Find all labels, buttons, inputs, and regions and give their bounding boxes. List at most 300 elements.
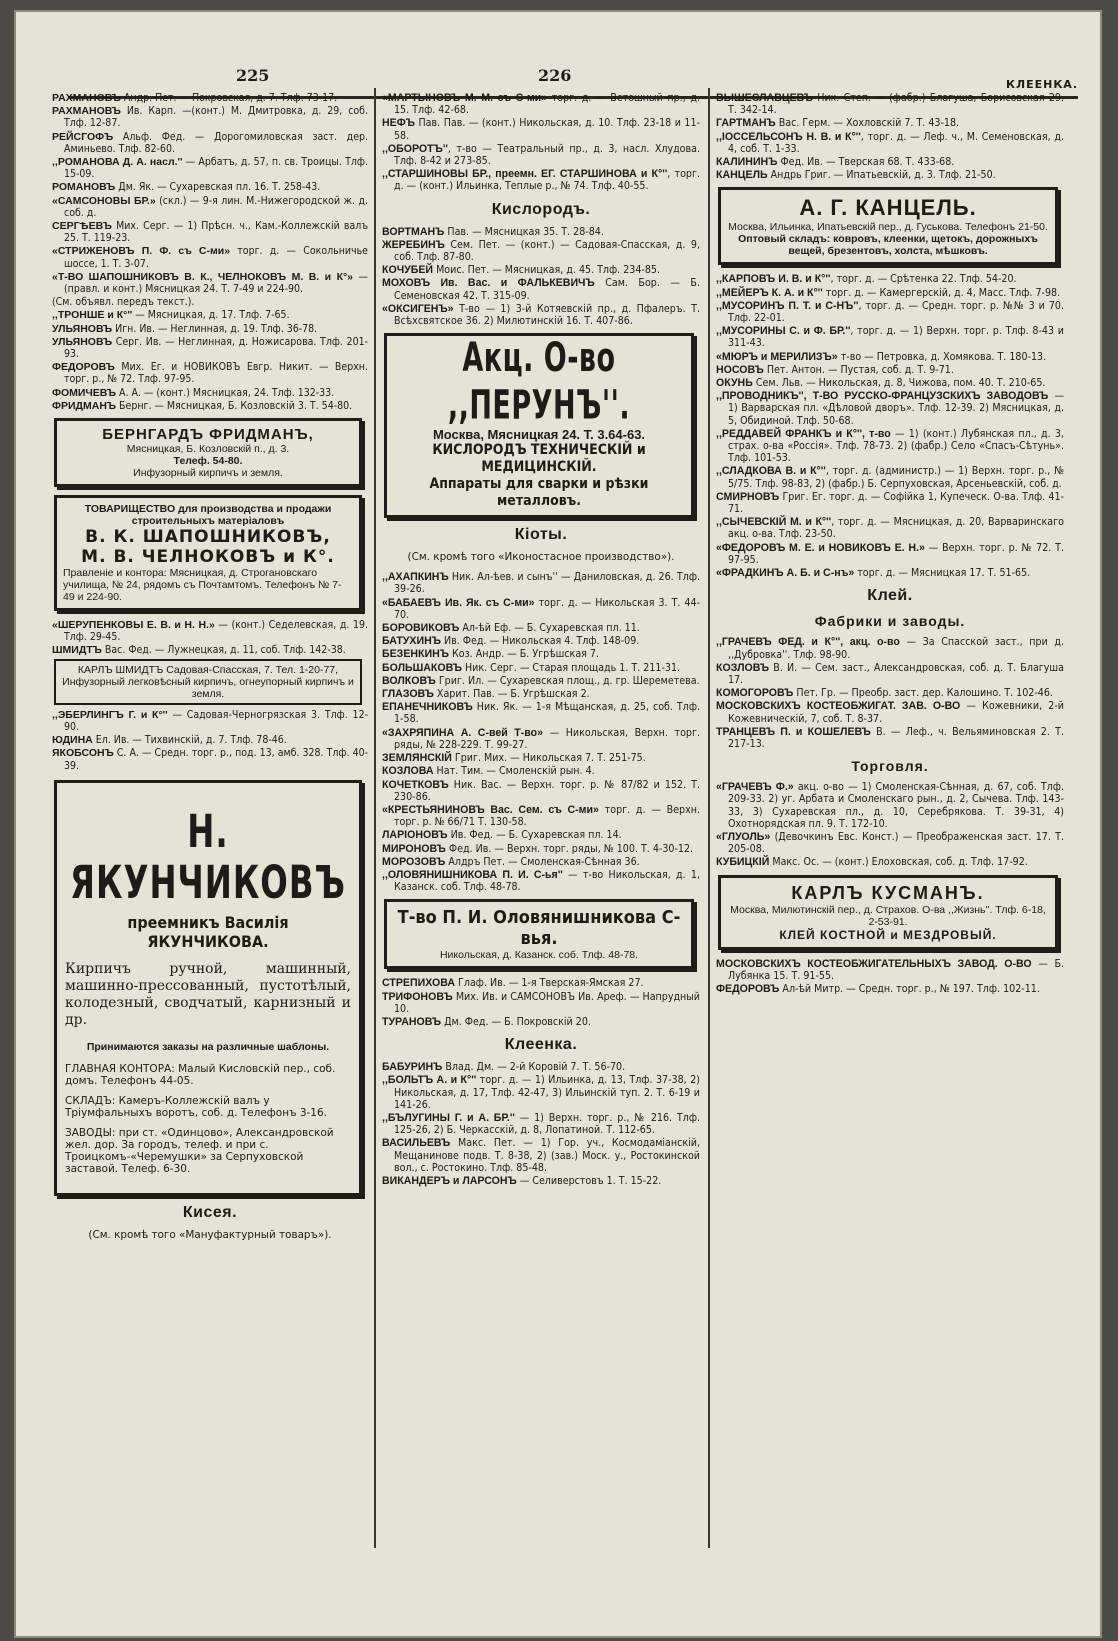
entry-details: Серг. Ив. — Неглинная, д. Ножисарова. Тлф. 201-93. bbox=[64, 335, 368, 361]
directory-list bbox=[716, 636, 1064, 750]
directory-list bbox=[716, 958, 1064, 996]
directory-entry bbox=[716, 351, 1064, 363]
directory-entry bbox=[52, 296, 368, 308]
entry-name: «ШЕРУПЕНКОВЫ Е. В. и Н. Н.» bbox=[52, 619, 215, 632]
entry-name: «ЗАХРЯПИНА А. С-вей Т-во» bbox=[382, 726, 544, 739]
entry-details: В. — Леф., ч. Вельяминовская 2. Т. 217-13. bbox=[728, 725, 1064, 750]
ad-title: Н. ЯКУНЧИКОВЪ bbox=[70, 806, 346, 909]
directory-entry bbox=[716, 169, 1064, 181]
directory-entry bbox=[716, 131, 1064, 155]
column-2 bbox=[382, 92, 700, 1552]
entry-details: (См. объявл. передъ текст.). bbox=[52, 296, 195, 309]
directory-list bbox=[382, 571, 700, 893]
ad-orders: Принимаются заказы на различные шаблоны. bbox=[86, 1040, 330, 1053]
entry-name: СМИРНОВЪ bbox=[716, 490, 780, 503]
directory-entry bbox=[716, 983, 1064, 995]
entry-name: ВОРТМАНЪ bbox=[382, 225, 445, 238]
entry-details: торг. д. — Никольская 3. Т. 44-70. bbox=[394, 596, 700, 621]
entry-name: ГЛАЗОВЪ bbox=[382, 688, 434, 701]
directory-entry bbox=[716, 300, 1064, 324]
directory-entry bbox=[52, 92, 368, 104]
directory-entry bbox=[382, 1074, 700, 1111]
entry-details: Ив. Фед. — Никольская 4. Тлф. 148-09. bbox=[440, 635, 640, 648]
entry-details: , торг. д. — Мясницкая, д. 20, Варваринскаго акц. о-ва. Тлф. 23-50. bbox=[728, 516, 1064, 541]
ad-title: В. К. ШАПОШНИКОВЪ, bbox=[85, 527, 331, 548]
entry-name: СЕРГѢЕВЪ bbox=[52, 220, 112, 233]
directory-entry bbox=[382, 869, 700, 893]
directory-entry bbox=[52, 181, 368, 193]
entry-name: БОРОВИКОВЪ bbox=[382, 622, 460, 635]
entry-details: Пав. — Мясницкая 35. Т. 28-84. bbox=[444, 225, 604, 238]
directory-entry bbox=[382, 303, 700, 327]
entry-details: Фед. Ив. — Тверская 68. Т. 433-68. bbox=[777, 156, 955, 169]
entry-details: Пав. Пав. — (конт.) Никольская, д. 10. Тлф. 23-18 и 11-58. bbox=[394, 117, 700, 142]
directory-entry bbox=[716, 273, 1064, 285]
entry-details: Дм. Як. — Сухаревская пл. 16. Т. 258-43. bbox=[115, 181, 321, 194]
directory-entry bbox=[382, 648, 700, 660]
entry-name: ВОЛКОВЪ bbox=[382, 674, 436, 687]
column-3 bbox=[716, 92, 1064, 1552]
directory-entry bbox=[382, 277, 700, 301]
directory-list bbox=[52, 709, 368, 772]
ad-kusman bbox=[718, 875, 1058, 950]
entry-name: ФОМИЧЕВЪ bbox=[52, 386, 116, 399]
entry-name: МОРОЗОВЪ bbox=[382, 855, 446, 868]
entry-name: «КРЕСТЬЯНИНОВЪ Вас. Сем. съ С-ми» bbox=[382, 803, 599, 816]
entry-name: КУБИЦКІЙ bbox=[716, 856, 770, 869]
section-note: (См. кромѣ того «Мануфактурный товаръ»). bbox=[88, 1228, 332, 1241]
entry-details: Ив. Карп. —(конт.) М. Дмитровка, д. 29, соб. Тлф. 12-87. bbox=[64, 105, 368, 130]
entry-name: «Т-ВО ШАПОШНИКОВЪ В. К., ЧЕЛНОКОВЪ М. В. и К°» bbox=[52, 270, 354, 283]
entry-name: КОМОГОРОВЪ bbox=[716, 687, 794, 700]
directory-list bbox=[716, 781, 1064, 868]
entry-details: Т-во — 1) 3-й Котяевскій пр., д. Пфалеръ. Т. Всѣхсвятское 36. 2) Милютинскій 16. Т. 407-86. bbox=[394, 302, 700, 328]
directory-entry bbox=[52, 323, 368, 335]
directory-entry bbox=[382, 779, 700, 803]
entry-name: ГАРТМАНЪ bbox=[716, 117, 776, 130]
entry-name: КОЗЛОВЪ bbox=[716, 661, 770, 674]
directory-list bbox=[382, 226, 700, 328]
left-page-number: 225 bbox=[236, 66, 270, 85]
entry-details: Ал-ѣй Еф. — Б. Сухаревская пл. 11. bbox=[459, 622, 640, 635]
entry-details: — 1) Варварская пл. «Дѣловой дворъ». Тлф. 12-39. 2) Мясницкая, д. 5, Обидиной. Тлф. 50-68. bbox=[728, 390, 1064, 427]
entry-name: ,,СТАРШИНОВЫ БР., преемн. ЕГ. СТАРШИНОВА и К°'' bbox=[382, 168, 668, 181]
directory-entry bbox=[716, 377, 1064, 389]
entry-name: ТРАНЦЕВЪ П. и КОШЕЛЕВЪ bbox=[716, 725, 871, 738]
directory-entry bbox=[716, 117, 1064, 129]
entry-details: Сем. Льв. — Никольская, д. 8, Чижова, пом. 40. Т. 210-65. bbox=[752, 377, 1046, 390]
entry-name: БАТУХИНЪ bbox=[382, 635, 441, 648]
entry-name: КАНЦЕЛЬ bbox=[716, 169, 768, 182]
entry-details: (скл.) — 9-я лин. М.-Нижегородской ж. д. соб. д. bbox=[64, 194, 368, 219]
entry-name: ЯКОБСОНЪ bbox=[52, 747, 114, 760]
directory-entry bbox=[382, 804, 700, 828]
column-rule bbox=[708, 88, 710, 1548]
section-heading-kleenka: Клеенка. bbox=[504, 1036, 578, 1054]
directory-entry bbox=[382, 1061, 700, 1073]
directory-entry bbox=[716, 491, 1064, 515]
directory-entry bbox=[382, 688, 700, 700]
entry-details: торг. д. — Верхн. торг. р. № 66/71 Т. 130-58. bbox=[394, 803, 700, 829]
directory-entry bbox=[716, 831, 1064, 855]
entry-details: С. А. — Средн. торг. р., под. 13, амб. 328. Тлф. 40-39. bbox=[64, 747, 368, 772]
entry-details: Ник. Серг. — Старая площадь 1. Т. 211-31. bbox=[461, 661, 681, 674]
directory-list bbox=[382, 977, 700, 1028]
directory-entry bbox=[382, 571, 700, 595]
entry-details: — Селиверстовъ 1. Т. 15-22. bbox=[516, 1174, 662, 1187]
directory-entry bbox=[382, 701, 700, 725]
section-subheading-torgovlya: Торговля. bbox=[851, 758, 929, 775]
entry-details: Ник. Як. — 1-я Мѣщанская, д. 25, соб. Тлф. 1-58. bbox=[394, 701, 700, 726]
running-head: КЛЕЕНКА. bbox=[1005, 78, 1078, 91]
ad-phone: Телеф. 54-80. bbox=[173, 455, 243, 468]
entry-details: Григ. Ег. торг. д. — Софійка 1, Купеческ. О-ва. Тлф. 41-71. bbox=[728, 490, 1064, 516]
ad-subtitle: преемникъ Василія ЯКУНЧИКОВА. bbox=[127, 912, 289, 951]
entry-details: — Арбатъ, д. 57, п. св. Троицы. Тлф. 15-09. bbox=[64, 156, 368, 181]
directory-entry bbox=[716, 662, 1064, 686]
directory-entry bbox=[716, 567, 1064, 579]
directory-entry bbox=[382, 991, 700, 1015]
entry-name: ЛАРІОНОВЪ bbox=[382, 829, 448, 842]
entry-name: ,,АХАПКИНЪ bbox=[382, 571, 449, 584]
entry-details: Ник. Ал-ѣев. и сынъ'' — Даниловская, д. 26. Тлф. 39-26. bbox=[394, 571, 700, 596]
entry-name: «МАРТЫНОВЪ М. М. съ С-ми» bbox=[382, 92, 548, 104]
ad-title: Акц. О-во ,,ПЕРУНЪ''. bbox=[447, 335, 631, 430]
ad-address: Никольская, д. Казанск. соб. Тлф. 48-78. bbox=[439, 949, 639, 962]
ad-title: БЕРНГАРДЪ ФРИДМАНЪ, bbox=[102, 426, 314, 444]
entry-details: — Никольская, Верхн. торг. ряды, № 228-229. Т. 99-27. bbox=[394, 726, 700, 751]
entry-name: РОМАНОВЪ bbox=[52, 181, 116, 194]
section-heading-kiseya: Кисея. bbox=[182, 1203, 238, 1221]
ad-olovyanishnikov bbox=[384, 899, 694, 969]
entry-name: ,,ПРОВОДНИКЪ'', Т-ВО РУССКО-ФРАНЦУЗСКИХЪ ЗАВОДОВЪ bbox=[716, 390, 1049, 403]
entry-name: ,,ОБОРОТЪ'' bbox=[382, 142, 448, 155]
entry-name: ЗЕМЛЯНСКІЙ bbox=[382, 752, 452, 765]
entry-name: ,,ТРОНШЕ и К°'' bbox=[52, 309, 133, 322]
ad-plants: ЗАВОДЫ: при ст. «Одинцово», Александровской жел. дор. За городъ, телеф. и при с. Троицкомъ-«Черемушки» за Серпуховской заставой. Телеф. 6-30. bbox=[65, 1126, 334, 1175]
directory-entry bbox=[716, 542, 1064, 566]
ad-stock: СКЛАДЪ: Камеръ-Коллежскій валъ у Тріумфальныхъ воротъ, соб. д. Телефонъ 3-16. bbox=[65, 1094, 327, 1119]
entry-details: торг. д. — Камергерскій, д. 4, Масс. Тлф. 7-98. bbox=[822, 286, 1061, 299]
ad-address: Москва, Милютинскій пер., д. Страхов. О-ва ,,Жизнь''. Тлф. 6-18, 2-53-91. bbox=[730, 903, 1046, 928]
entry-details: Нат. Тим. — Смоленскій рын. 4. bbox=[433, 765, 595, 778]
entry-name: ЕПАНЕЧНИКОВЪ bbox=[382, 701, 473, 714]
entry-details: Григ. Ил. — Сухаревская площ., д. гр. Шереметева. bbox=[435, 674, 700, 687]
entry-name: «ФРАДКИНЪ А. Б. и С-нъ» bbox=[716, 567, 855, 580]
ad-office: ГЛАВНАЯ КОНТОРА: Малый Кисловскій пер., соб. домъ. Телефонъ 44-05. bbox=[65, 1062, 336, 1087]
entry-details: Ив. Фед. — Б. Сухаревская пл. 14. bbox=[447, 829, 622, 842]
entry-details: , торг. д. (администр.) — 1) Верхн. торг. р., № 5/75. Тлф. 98-83, 2) (фабр.) Б. Серпуховская, Арсеньевскій, соб. д. bbox=[728, 465, 1064, 490]
entry-name: ,,БЪЛУГИНЫ Г. и А. БР.'' bbox=[382, 1111, 515, 1124]
entry-name: ЖЕРЕБИНЪ bbox=[382, 238, 445, 251]
ad-perun bbox=[384, 333, 694, 518]
directory-entry bbox=[716, 781, 1064, 830]
directory-entry bbox=[382, 622, 700, 634]
ad-address: Москва, Мясницкая 24. Т. 3.64-63. bbox=[432, 427, 646, 443]
directory-entry bbox=[716, 726, 1064, 750]
entry-name: ,,ОЛОВЯНИШНИКОВА П. И. С-ья'' bbox=[382, 868, 563, 881]
ad-tagline-2: Аппараты для сварки и рѣзки металловъ. bbox=[429, 476, 649, 510]
directory-entry bbox=[52, 709, 368, 733]
entry-details: — (правл. и конт.) Мясницкая 24. Т. 7-49 и 224-90. bbox=[64, 270, 368, 296]
entry-name: ,,МУСОРИНЫ С. и Ф. БР.'' bbox=[716, 325, 851, 338]
directory-list bbox=[716, 92, 1064, 181]
directory-entry bbox=[716, 700, 1064, 724]
directory-entry bbox=[716, 287, 1064, 299]
directory-list bbox=[382, 1061, 700, 1187]
directory-entry bbox=[382, 843, 700, 855]
entry-details: Фед. Ив. — Верхн. торг. ряды, № 100. Т. 4-30-12. bbox=[445, 842, 694, 855]
entry-name: ,,РЕДДАВЕЙ ФРАНКЪ и К°'', т-во bbox=[716, 427, 891, 440]
ad-text: КАРЛЪ ШМИДТЪ Садовая-Спасская, 7. Тел. 1-20-77, Инфузорный легковѣсный кирпичъ, огнеупорный кирпичъ и земля. bbox=[62, 663, 354, 700]
entry-details: В. И. — Сем. заст., Александровская, соб. д. Т. Благуша 17. bbox=[728, 661, 1064, 686]
entry-name: ВЫШЕСЛАВЦЕВЪ bbox=[716, 92, 813, 104]
entry-name: ,,ЭБЕРЛИНГЪ Г. и К°'' bbox=[52, 708, 168, 721]
entry-details: , торг. д. — Средн. торг. р. №№ 3 и 70. Тлф. 22-01. bbox=[728, 299, 1064, 325]
entry-details: Игн. Ив. — Неглинная, д. 19. Тлф. 36-78. bbox=[112, 322, 318, 335]
entry-name: ,,МЕЙЕРЪ К. А. и К°'' bbox=[716, 286, 823, 299]
directory-entry bbox=[52, 220, 368, 244]
ad-kancel bbox=[718, 187, 1058, 265]
entry-details: т-во — Петровка, д. Хомякова. Т. 180-13. bbox=[837, 350, 1047, 363]
directory-entry bbox=[382, 226, 700, 238]
entry-name: КОЗЛОВА bbox=[382, 765, 434, 778]
entry-name: РАХМАНОВЪ bbox=[52, 105, 121, 118]
directory-entry bbox=[716, 364, 1064, 376]
entry-name: «ГРАЧЕВЪ Ф.» bbox=[716, 781, 794, 794]
entry-name: КОЧЕТКОВЪ bbox=[382, 778, 449, 791]
entry-details: (Девочкинъ Евс. Конст.) — Преображенская заст. 17. Т. 205-08. bbox=[728, 830, 1064, 856]
entry-name: ,,БОЛЬТЪ А. и К°'' bbox=[382, 1074, 477, 1087]
entry-details: торг. д. — Сокольничье шоссе, 1. Т. 3-07. bbox=[64, 245, 368, 270]
entry-name: БАБУРИНЪ bbox=[382, 1061, 443, 1074]
entry-details: Вас. Герм. — Хохловскій 7. Т. 43-18. bbox=[775, 117, 960, 130]
section-heading-klei: Клей. bbox=[867, 587, 913, 605]
ad-products: Оптовый складъ: ковровъ, клеенки, щетокъ, дорожныхъ вещей, брезентовъ, холста, мѣшковъ. bbox=[738, 233, 1038, 258]
entry-name: ,,СЫЧЕВСКІЙ М. и К°'' bbox=[716, 516, 832, 529]
entry-details: Андрь Григ. — Ипатьевскій, д. 3. Тлф. 21-50. bbox=[767, 169, 996, 182]
ad-title-2: М. В. ЧЕЛНОКОВЪ и К°. bbox=[81, 547, 335, 568]
directory-entry bbox=[382, 977, 700, 989]
entry-details: Влад. Дм. — 2-й Коровій 7. Т. 56-70. bbox=[442, 1061, 626, 1074]
entry-name: ОКУНЬ bbox=[716, 377, 753, 390]
entry-name: ФЕДОРОВЪ bbox=[716, 982, 780, 995]
entry-details: Коз. Андр. — Б. Угрѣшская 7. bbox=[448, 648, 599, 661]
entry-name: «МЮРЪ и МЕРИЛИЗЪ» bbox=[716, 350, 838, 363]
entry-details: Дм. Фед. — Б. Покровскій 20. bbox=[441, 1015, 591, 1028]
directory-entry bbox=[52, 195, 368, 219]
entry-name: РАХМАНОВЪ bbox=[52, 92, 121, 104]
entry-name: БЕЗЕНКИНЪ bbox=[382, 648, 449, 661]
entry-name: НЕФЪ bbox=[382, 117, 415, 130]
entry-name: ЮДИНА bbox=[52, 734, 93, 747]
directory-entry bbox=[382, 727, 700, 751]
directory-entry bbox=[382, 92, 700, 116]
entry-name: МИРОНОВЪ bbox=[382, 842, 446, 855]
entry-details: , т-во — Театральный пр., д. 3, насл. Хлудова. Тлф. 8-42 и 273-85. bbox=[394, 142, 700, 168]
entry-details: Вас. Фед. — Лужнецкая, д. 11, соб. Тлф. 142-38. bbox=[101, 644, 346, 657]
entry-name: ФЕДОРОВЪ bbox=[52, 361, 115, 374]
directory-entry bbox=[382, 675, 700, 687]
entry-details: — т-во Никольская, д. 1, Казанск. соб. Тлф. 48-78. bbox=[394, 868, 700, 894]
entry-details: — Садовая-Черногрязская 3. Тлф. 12-90. bbox=[64, 708, 368, 733]
directory-entry bbox=[382, 1175, 700, 1187]
entry-name: «САМСОНОВЫ БР.» bbox=[52, 194, 156, 207]
entry-details: Ал-ѣй Митр. — Средн. торг. р., № 197. Тлф. 102-11. bbox=[779, 982, 1040, 995]
ad-address: Мясницкая, Б. Козловскій п., д. 3. bbox=[126, 443, 290, 456]
entry-details: Ник. Степ. — (фабр.) Благуша, Борисовская 29. Т. 342-14. bbox=[728, 92, 1064, 117]
entry-details: Ник. Вас. — Верхн. торг. р. № 87/82 и 152. Т. 230-86. bbox=[394, 778, 700, 803]
directory-list bbox=[52, 619, 368, 657]
entry-details: Мих. Ив. и САМСОНОВЪ Ив. Ареф. — Напрудный 10. bbox=[394, 990, 700, 1015]
directory-entry bbox=[382, 143, 700, 167]
ad-shaposhnikov bbox=[54, 495, 362, 611]
directory-entry bbox=[716, 428, 1064, 465]
entry-details: Альф. Фед. — Дорогомиловская заст. дер. Аминьево. Тлф. 82-60. bbox=[64, 130, 368, 155]
entry-details: торг. д. — Ветошный пр., д. 15. Тлф. 42-68. bbox=[394, 92, 700, 117]
ad-fridman bbox=[54, 418, 362, 487]
entry-name: «СТРИЖЕНОВЪ П. Ф. съ С-ми» bbox=[52, 245, 231, 258]
directory-entry bbox=[52, 734, 368, 746]
section-subheading-fabriki: Фабрики и заводы. bbox=[814, 613, 966, 630]
entry-details: — 1) Верхн. торг. р., № 216. Тлф. 125-26, 2) Б. Черкасскій, д. 8, Лопатиной. Т. 112-65. bbox=[394, 1111, 700, 1137]
ad-products: Инфузорный кирпичъ и земля. bbox=[133, 467, 283, 480]
directory-list bbox=[716, 273, 1064, 579]
directory-entry bbox=[52, 361, 368, 385]
entry-details: — За Спасской заст., при д. ,,Дубровка''. Тлф. 98-90. bbox=[728, 636, 1064, 661]
entry-details: Мих. Серг. — 1) Прѣсн. ч., Кам.-Коллежскій валъ 25. Т. 119-23. bbox=[64, 220, 368, 245]
entry-name: МОСКОВСКИХЪ КОСТЕОБЖИГАТЕЛЬНЫХЪ ЗАВОД. О-ВО bbox=[716, 957, 1032, 970]
directory-list bbox=[382, 92, 700, 193]
entry-details: Сем. Пет. — (конт.) — Садовая-Спасская, д. 9, соб. Тлф. 87-80. bbox=[394, 238, 700, 264]
entry-name: КАЛИНИНЪ bbox=[716, 156, 778, 169]
directory-entry bbox=[382, 829, 700, 841]
directory-entry bbox=[382, 1016, 700, 1028]
directory-entry bbox=[52, 400, 368, 412]
entry-details: Андр. Пет. — Покровская, д. 7. Тлф. 73-17. bbox=[120, 92, 338, 104]
entry-details: Макс. Ос. — (конт.) Елоховская, соб. д. Тлф. 17-92. bbox=[769, 856, 1028, 869]
ad-products: КЛЕЙ КОСТНОЙ и МЕЗДРОВЫЙ. bbox=[779, 927, 997, 942]
entry-details: Мих. Ег. и НОВИКОВЪ Евгр. Никит. — Верхн. торг. р., № 72. Тлф. 97-95. bbox=[64, 361, 368, 386]
entry-name: ФРИДМАНЪ bbox=[52, 399, 117, 412]
entry-name: «ГЛУОЛЬ» bbox=[716, 830, 771, 843]
entry-details: — Б. Лубянка 15. Т. 91-55. bbox=[728, 957, 1064, 982]
entry-name: МОСКОВСКИХЪ КОСТЕОБЖИГАТ. ЗАВ. О-ВО bbox=[716, 700, 961, 713]
directory-entry bbox=[52, 156, 368, 180]
entry-details: — Мясницкая, д. 17. Тлф. 7-65. bbox=[132, 309, 290, 322]
directory-entry bbox=[716, 958, 1064, 982]
directory-entry bbox=[382, 752, 700, 764]
ad-address: Правленіе и контора: Мясницкая, д. Строгановскаго училища, № 24, рядомъ съ Почтамтомъ. Телефонъ № 7-49 и 224-90. bbox=[63, 567, 342, 604]
directory-entry bbox=[382, 765, 700, 777]
entry-name: ,,КАРПОВЪ И. В. и К°'' bbox=[716, 273, 831, 286]
entry-details: Пет. Гр. — Преобр. заст. дер. Калошино. Т. 102-46. bbox=[793, 687, 1053, 700]
entry-name: «ОКСИГЕНЪ» bbox=[382, 302, 454, 315]
ad-tagline: КИСЛОРОДЪ ТЕХНИЧЕСКІЙ и МЕДИЦИНСКІЙ. bbox=[432, 442, 646, 476]
entry-name: ШМИДТЪ bbox=[52, 644, 102, 657]
entry-details: торг. д. — Мясницкая 17. Т. 51-65. bbox=[854, 567, 1031, 580]
directory-entry bbox=[716, 325, 1064, 349]
entry-details: , торг. д. — 1) Верхн. торг. р. Тлф. 8-43 и 311-43. bbox=[728, 325, 1064, 350]
directory-entry bbox=[382, 662, 700, 674]
right-page-number: 226 bbox=[538, 66, 572, 85]
ad-body: Кирпичъ ручной, машинный, машинно-прессованный, пустотѣлый, колодезный, сводчатый, карнизный и др. bbox=[65, 960, 351, 1028]
entry-name: ,,РОМАНОВА Д. А. насл.'' bbox=[52, 156, 183, 169]
entry-details: акц. о-во — 1) Смоленская-Сѣнная, д. 67, соб. Тлф. 209-33. 2) уг. Арбата и Смоленскаго рын., д. 2, Сычева. Тлф. 143-33, 3) Сухаревская пл., д. 10, Серебрякова. Т. 39-31, 4) Охотнорядская пл. 9. Т. 172-10. bbox=[728, 781, 1064, 830]
entry-name: БОЛЬШАКОВЪ bbox=[382, 661, 462, 674]
ad-title: КАРЛЪ КУСМАНЪ. bbox=[791, 882, 985, 903]
directory-entry bbox=[382, 168, 700, 192]
entry-name: НОСОВЪ bbox=[716, 363, 764, 376]
column-1 bbox=[52, 92, 368, 1552]
directory-entry bbox=[716, 516, 1064, 540]
entry-details: Макс. Пет. — 1) Гор. уч., Космодаміанскій, Мещанинове подв. Т. 8-38, 2) (зав.) Моск. у., Ростокинской вол., с. Ростокино. Тлф. 85-48. bbox=[394, 1137, 700, 1174]
entry-details: Пет. Антон. — Пустая, соб. д. Т. 9-71. bbox=[763, 363, 954, 376]
directory-entry bbox=[52, 619, 368, 643]
directory-entry bbox=[52, 387, 368, 399]
entry-name: ТУРАНОВЪ bbox=[382, 1015, 442, 1028]
ad-title: А. Г. КАНЦЕЛЬ. bbox=[799, 195, 977, 221]
section-heading-kislorod: Кислородъ. bbox=[491, 200, 591, 218]
section-note: (См. кромѣ того «Иконостасное производство»). bbox=[407, 551, 675, 564]
entry-details: Алдръ Пет. — Смоленская-Сѣнная 36. bbox=[445, 855, 640, 868]
directory-entry bbox=[52, 747, 368, 771]
directory-entry bbox=[382, 117, 700, 141]
directory-entry bbox=[716, 856, 1064, 868]
directory-entry bbox=[716, 636, 1064, 660]
directory-entry bbox=[382, 597, 700, 621]
ad-intro: ТОВАРИЩЕСТВО для производства и продажи строительныхъ матеріаловъ bbox=[84, 503, 332, 528]
entry-details: , торг. д. — (конт.) Ильинка, Теплые р., № 74. Тлф. 40-55. bbox=[394, 168, 700, 193]
entry-details: Глаф. Ив. — 1-я Тверская-Ямская 27. bbox=[455, 977, 644, 990]
entry-details: Харит. Пав. — Б. Угрѣшская 2. bbox=[433, 688, 590, 701]
entry-details: Моис. Пет. — Мясницкая, д. 45. Тлф. 234-85. bbox=[433, 264, 661, 277]
entry-name: КОЧУБЕЙ bbox=[382, 264, 434, 277]
entry-name: УЛЬЯНОВЪ bbox=[52, 335, 113, 348]
entry-details: , торг. д. — Леф. ч., М. Семеновская, д. 4, соб. Т. 1-33. bbox=[728, 130, 1064, 155]
entry-name: ВИКАНДЕРЪ и ЛАРСОНЪ bbox=[382, 1174, 517, 1187]
directory-entry bbox=[716, 687, 1064, 699]
entry-name: ТРИФОНОВЪ bbox=[382, 990, 453, 1003]
ad-title: Т-во П. И. Оловянишникова С-вья. bbox=[397, 907, 681, 950]
column-rule bbox=[374, 88, 376, 1548]
entry-details: Сам. Бор. — Б. Семеновская 42. Т. 315-09. bbox=[394, 277, 700, 302]
directory-entry bbox=[382, 239, 700, 263]
entry-details: торг. д. — 1) Ильинка, д. 13, Тлф. 37-38, 2) Никольская, д. 17, Тлф. 42-47, 3) Ильинскій туп. 2. Т. 6-19 и 141-26. bbox=[394, 1074, 700, 1111]
directory-entry bbox=[716, 465, 1064, 489]
entry-name: ,,СЛАДКОВА В. и К°'' bbox=[716, 465, 826, 478]
directory-entry bbox=[52, 644, 368, 656]
directory-entry bbox=[52, 336, 368, 360]
directory-entry bbox=[52, 245, 368, 269]
entry-details: — (конт.) Седелевская, д. 19. Тлф. 29-45. bbox=[64, 619, 368, 644]
entry-name: РЕЙСГОФЪ bbox=[52, 130, 114, 143]
entry-name: «ФЕДОРОВЪ М. Е. и НОВИКОВЪ Е. Н.» bbox=[716, 541, 925, 554]
entry-details: — Верхн. торг. р. № 72. Т. 97-95. bbox=[728, 541, 1064, 566]
entry-name: УЛЬЯНОВЪ bbox=[52, 322, 113, 335]
entry-details: Ел. Ив. — Тихвинскій, д. 7. Тлф. 78-46. bbox=[92, 734, 287, 747]
directory-entry bbox=[52, 271, 368, 295]
directory-entry bbox=[716, 390, 1064, 427]
directory-list bbox=[52, 92, 368, 412]
directory-entry bbox=[716, 156, 1064, 168]
entry-details: Бернг. — Мясницкая, Б. Козловскій 3. Т. 54-80. bbox=[116, 399, 353, 412]
directory-entry bbox=[716, 92, 1064, 116]
entry-name: МОХОВЪ Ив. Вас. и ФАЛЬКЕВИЧЪ bbox=[382, 277, 595, 290]
directory-entry bbox=[382, 1137, 700, 1174]
directory-entry bbox=[382, 856, 700, 868]
entry-name: ,,ІОССЕЛЬСОНЪ Н. В. и К°'' bbox=[716, 130, 861, 143]
